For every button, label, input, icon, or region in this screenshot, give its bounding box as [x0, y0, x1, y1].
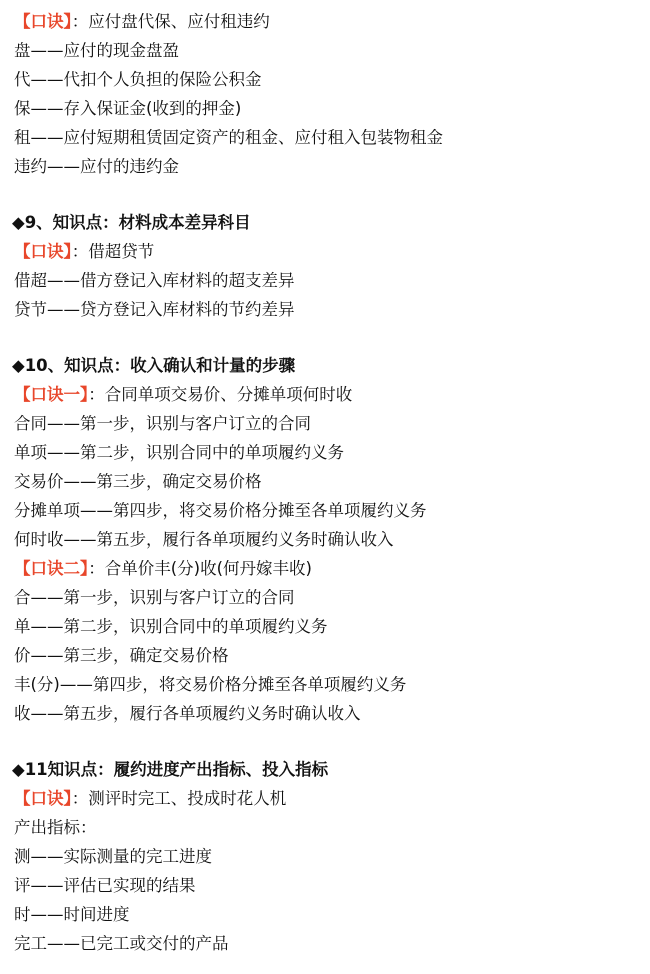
text-line: 单项——第二步，识别合同中的单项履约义务 — [14, 443, 344, 462]
mnemonic-label: 【口诀】 — [14, 789, 72, 808]
text-line: 代——代扣个人负担的保险公积金 — [14, 70, 262, 89]
section-heading: ◆9、知识点：材料成本差异科目 — [12, 213, 251, 232]
text-line: 测——实际测量的完工进度 — [14, 847, 212, 866]
text-line: 丰(分)——第四步，将交易价格分摊至各单项履约义务 — [14, 675, 407, 694]
mnemonic-label: 【口诀】 — [14, 242, 72, 261]
text-line: 贷节——贷方登记入库材料的节约差异 — [14, 300, 295, 319]
text-line: 违约——应付的违约金 — [14, 157, 179, 176]
mnemonic-line — [14, 241, 154, 263]
text-line: 盘——应付的现金盘盈 — [14, 41, 179, 60]
text-line: 借超——借方登记入库材料的超支差异 — [14, 271, 295, 290]
section-heading: ◆11知识点：履约进度产出指标、投入指标 — [12, 760, 329, 779]
mnemonic-label: 【口诀一】 — [14, 385, 89, 404]
mnemonic-label: 【口诀】 — [14, 12, 72, 31]
mnemonic-line — [14, 11, 270, 33]
text-line: 交易价——第三步，确定交易价格 — [14, 472, 262, 491]
text-line: 何时收——第五步，履行各单项履约义务时确认收入 — [14, 530, 394, 549]
text-line: 完工——已完工或交付的产品 — [14, 934, 229, 953]
mnemonic-label: 【口诀二】 — [14, 559, 89, 578]
mnemonic-text: ：合单价丰(分)收(何丹嫁丰收) — [88, 559, 312, 578]
mnemonic-line — [14, 558, 312, 580]
text-line: 评——评估已实现的结果 — [14, 876, 196, 895]
mnemonic-line — [14, 384, 352, 406]
text-line: 时——时间进度 — [14, 905, 130, 924]
section-heading: ◆10、知识点：收入确认和计量的步骤 — [12, 356, 296, 375]
text-line: 单——第二步，识别合同中的单项履约义务 — [14, 617, 328, 636]
mnemonic-text: ：应付盘代保、应付租违约 — [71, 12, 270, 31]
mnemonic-text: ：测评时完工、投成时花人机 — [71, 789, 287, 808]
text-line: 保——存入保证金(收到的押金) — [14, 99, 242, 118]
mnemonic-text: ：合同单项交易价、分摊单项何时收 — [88, 385, 353, 404]
mnemonic-line — [14, 788, 286, 810]
text-line: 产出指标： — [14, 818, 97, 837]
mnemonic-text: ：借超贷节 — [71, 242, 155, 261]
text-line: 合——第一步，识别与客户订立的合同 — [14, 588, 295, 607]
text-line: 收——第五步，履行各单项履约义务时确认收入 — [14, 704, 361, 723]
text-line: 价——第三步，确定交易价格 — [14, 646, 229, 665]
text-line: 分摊单项——第四步，将交易价格分摊至各单项履约义务 — [14, 501, 427, 520]
text-line: 合同——第一步，识别与客户订立的合同 — [14, 414, 311, 433]
text-line: 租——应付短期租赁固定资产的租金、应付租入包装物租金 — [14, 128, 443, 147]
